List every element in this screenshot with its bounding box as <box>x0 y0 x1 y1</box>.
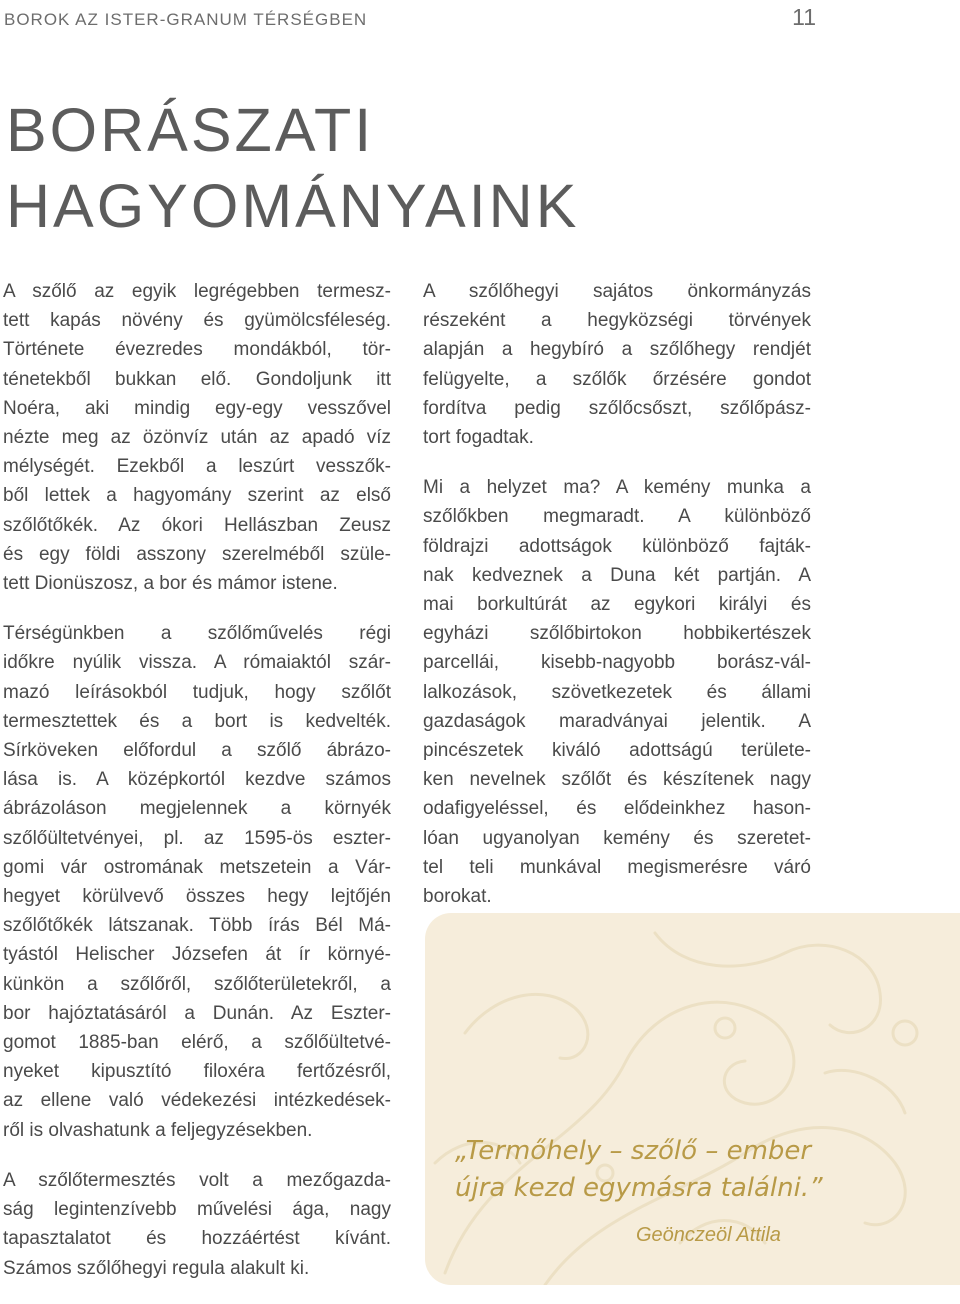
page-title-line-1: BORÁSZATI <box>6 96 375 164</box>
text-line: Noéra, aki mindig egy-egy vesszővel <box>3 397 391 419</box>
text-line: tel teli munkával megismerésre váró <box>423 856 811 878</box>
text-line: tyástól Helischer Józsefen át ír környé- <box>3 944 391 966</box>
text-line: mélységét. Ezekből a leszúrt vesszők- <box>3 456 391 478</box>
paragraph <box>3 619 391 1145</box>
text-line: nyeket kipusztító filoxéra fertőzésről, <box>3 1061 391 1083</box>
text-line: ábrázoláson megjelennek a környék <box>3 798 391 820</box>
right-column <box>423 277 811 932</box>
text-line: lóan ugyanolyan kemény és szeretet- <box>423 827 811 849</box>
quote-line: „Termőhely – szőlő – ember <box>455 1136 812 1166</box>
text-line: ténetekből bukkan elő. Gondoljunk itt <box>3 368 391 390</box>
text-line: gomi vár ostromának metszetein a Vár- <box>3 856 391 878</box>
text-line: parcellái, kisebb-nagyobb borász-vál- <box>423 652 811 674</box>
text-line: ken nevelnek szőlőt és készítenek nagy <box>423 769 811 791</box>
text-line: időkre nyúlik vissza. A rómaiaktól szár- <box>3 652 391 674</box>
text-line: ről is olvashatunk a feljegyzésekben. <box>3 1119 313 1141</box>
text-line: mai borkultúrát az egykori királyi és <box>423 594 811 616</box>
text-line: szőlőkben megmaradt. A különböző <box>423 506 811 528</box>
quote-author: Geönczeöl Attila <box>636 1224 781 1246</box>
quote-text <box>455 1133 823 1207</box>
paragraph <box>423 277 811 452</box>
text-line: tett Dionüszosz, a bor és mámor istene. <box>3 573 338 595</box>
left-column <box>3 277 391 1304</box>
running-title: BOROK AZ ISTER-GRANUM TÉRSÉGBEN <box>4 10 368 29</box>
text-line: A szőlőtermesztés volt a mezőgazda- <box>3 1169 391 1191</box>
page-title <box>6 92 579 244</box>
text-line: nak kedveznek a Duna két partján. A <box>423 564 811 586</box>
text-line: mazó leírásokból tudjuk, hogy szőlőt <box>3 681 391 703</box>
text-line: nézte meg az özönvíz után az apadó víz <box>3 427 391 449</box>
text-line: gomot 1885-ban elérő, a szőlőültetvé- <box>3 1032 391 1054</box>
text-line: bor hajóztatásáról a Dunán. Az Eszter- <box>3 1002 391 1024</box>
text-line: pincészetek kiváló adottságú területe- <box>423 740 811 762</box>
paragraph <box>3 277 391 598</box>
text-line: termesztettek és a bort is kedvelték. <box>3 710 391 732</box>
text-line: künkön a szőlőről, szőlőterületekről, a <box>3 973 391 995</box>
text-line: szőlőtőkék látszanak. Több írás Bél Má- <box>3 915 391 937</box>
text-line: ság legintenzívebb művelési ága, nagy <box>3 1199 391 1221</box>
text-line: részeként a hegyközségi törvények <box>423 310 811 332</box>
text-line: lása is. A középkortól kezdve számos <box>3 769 391 791</box>
text-line: Története évezredes mondákból, tör- <box>3 339 391 361</box>
quote-line: újra kezd egymásra találni.” <box>455 1173 823 1203</box>
text-line: szőlőtőkék. Az ókori Hellászban Zeusz <box>3 514 391 536</box>
text-line: Térségünkben a szőlőművelés régi <box>3 623 391 645</box>
text-line: tort fogadtak. <box>423 427 534 449</box>
paragraph <box>3 1166 391 1283</box>
text-line: lalkozások, szövetkezetek és állami <box>423 681 811 703</box>
text-line: földrajzi adottságok különböző fajták- <box>423 535 811 557</box>
text-line: hegyet körülvevő összes hegy lejtőjén <box>3 886 391 908</box>
text-line: Sírköveken előfordul a szőlő ábrázo- <box>3 740 391 762</box>
text-line: egyházi szőlőbirtokon hobbikertészek <box>423 623 811 645</box>
text-line: ből lettek a hagyomány szerint az első <box>3 485 391 507</box>
page-number: 11 <box>792 4 816 30</box>
text-line: és egy földi asszony szerelméből szüle- <box>3 543 391 565</box>
paragraph <box>423 473 811 911</box>
page-title-line-2: HAGYOMÁNYAINK <box>6 172 580 240</box>
text-line: odafigyeléssel, és elődeinkhez hason- <box>423 798 811 820</box>
text-line: borokat. <box>423 886 492 908</box>
text-line: gazdaságok maradványai jelentik. A <box>423 710 811 732</box>
running-header <box>4 4 816 31</box>
text-line: A szőlőhegyi sajátos önkormányzás <box>423 281 811 302</box>
text-line: Mi a helyzet ma? A kemény munka a <box>423 477 811 499</box>
text-line: tett kapás növény és gyümölcsféleség. <box>3 310 391 332</box>
text-line: tapasztalatot és hozzáértést kívánt. <box>3 1228 391 1250</box>
text-line: felügyelte, a szőlők őrzésére gondot <box>423 368 811 390</box>
text-line: az ellene való védekezési intézkedések- <box>3 1090 391 1112</box>
text-line: A szőlő az egyik legrégebben termesz- <box>3 281 391 302</box>
text-line: fordítva pedig szőlőcsőszt, szőlőpász- <box>423 397 811 419</box>
text-line: alapján a hegybíró a szőlőhegy rendjét <box>423 339 811 361</box>
text-line: Számos szőlőhegyi regula alakult ki. <box>3 1257 310 1279</box>
text-line: szőlőültetvényei, pl. az 1595-ös eszter- <box>3 827 391 849</box>
